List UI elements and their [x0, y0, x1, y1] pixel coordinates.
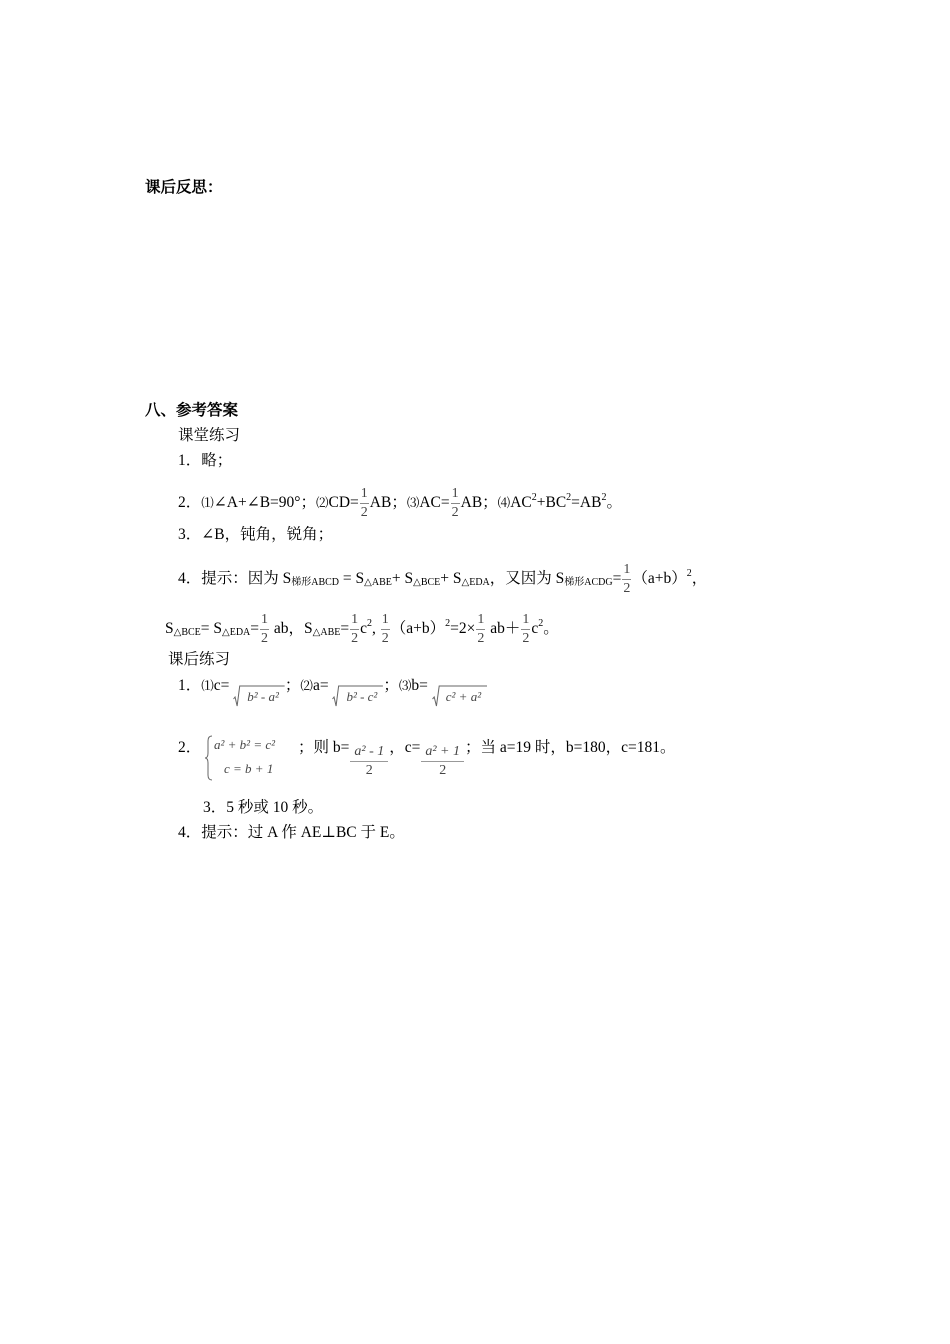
square-exponent: 2 [445, 618, 451, 630]
q4-text-f: = [612, 570, 622, 588]
square-exponent: 2 [686, 568, 692, 580]
reflection-title: 课后反思： [145, 179, 223, 196]
aq2-t3: ；当 a=19 时，b=180，c=181。 [465, 739, 676, 756]
half-fraction [622, 561, 631, 598]
class-q4 [178, 561, 707, 598]
fraction-denominator: 2 [351, 631, 359, 646]
q2-part2-marker: ⑵ [315, 496, 329, 511]
fraction-numerator: 1 [476, 611, 485, 630]
sqrt-radical [233, 684, 285, 708]
half-fraction [360, 485, 369, 522]
fraction-numerator: 1 [260, 611, 269, 630]
q4l2-t6: ab＋ [486, 620, 521, 638]
half-fraction [521, 611, 530, 648]
fraction-numerator: 1 [521, 611, 530, 630]
after-q2-rest [298, 738, 676, 780]
class-q3: 3．∠B，钝角，锐角； [178, 526, 334, 543]
fraction-numerator: a² - 1 [350, 743, 388, 762]
q4-sub-abe: △ABE [364, 577, 392, 589]
aq1-sep2: ； [383, 677, 399, 694]
q4-sub-eda: △EDA [461, 577, 490, 589]
equation-system [204, 735, 296, 781]
half-fraction [381, 611, 390, 648]
class-practice-label: 课堂练习 [178, 427, 241, 444]
q4-text-d: + S [440, 570, 462, 588]
q4l2-t3: , [372, 620, 376, 638]
q4-text-a: 4．提示：因为 S [178, 570, 292, 588]
system-equation-2: c = b + 1 [224, 761, 274, 776]
after-class-label: 课后练习 [168, 651, 231, 668]
class-q4-line2 [165, 611, 559, 648]
square-exponent: 2 [367, 618, 372, 630]
q2-part1-marker: ⑴ [201, 496, 214, 511]
radicand: c² + a² [445, 689, 482, 704]
q2-part4-marker: ⑷ [497, 496, 511, 511]
q2-part4-text-b: +BC [536, 494, 567, 512]
q4l2-t5: =2× [450, 620, 476, 638]
aq1-part1-marker: ⑴ [201, 679, 214, 693]
fraction-denominator: 2 [451, 505, 459, 520]
fraction-denominator: 2 [623, 581, 631, 596]
q4-sub-trapezoid-abcd: 梯形ABCD [291, 577, 340, 589]
fraction-numerator: a² + 1 [421, 743, 464, 762]
fraction-denominator: 2 [381, 631, 389, 646]
square-exponent: 2 [538, 618, 544, 630]
answers-heading: 八、参考答案 [145, 402, 239, 419]
q4l2-s: S [165, 620, 174, 638]
q2-num: 2． [178, 494, 202, 512]
q2-part3-marker: ⑶ [406, 496, 420, 511]
aq2-t1: ；则 b= [298, 739, 350, 756]
q4-text-g: （a+b） [632, 570, 687, 588]
q4-sub-bce: △BCE [413, 577, 441, 589]
sqrt-radical [332, 684, 383, 708]
aq1-part3-text: b= [411, 677, 428, 694]
fraction-numerator: 1 [451, 485, 460, 504]
aq1-num: 1． [178, 677, 202, 694]
q2-part1-text: ∠A+∠B=90°； [213, 494, 316, 512]
q4l2-eq3: = [340, 620, 350, 638]
square-exponent: 2 [601, 492, 607, 504]
radicand: b² - c² [346, 689, 378, 704]
aq1-part2-text: a= [312, 677, 329, 694]
q4l2-t2: c [360, 620, 367, 638]
q4l2-t4: （a+b） [390, 620, 446, 638]
q4-text-h: ， [691, 570, 708, 588]
q4-text-e: ，又因为 S [489, 570, 565, 588]
class-q1: 1．略； [178, 452, 233, 469]
q4-text-c: + S [391, 570, 414, 588]
system-equation-1: a² + b² = c² [214, 737, 276, 752]
q4-text-b: = S [339, 570, 365, 588]
q2-part2-text-a: CD= [328, 494, 359, 512]
fraction-denominator: 2 [439, 763, 447, 778]
b-fraction [350, 743, 388, 780]
after-q1 [178, 676, 487, 708]
left-brace-icon [204, 735, 214, 781]
after-q2-num: 2． [178, 739, 202, 756]
q4l2-end: 。 [543, 620, 559, 638]
fraction-denominator: 2 [477, 631, 485, 646]
q2-part2-text-b: AB； [369, 494, 407, 512]
aq1-part2-marker: ⑵ [300, 679, 313, 693]
q4l2-sub-eda: △EDA [222, 627, 251, 639]
q2-part4-text: AC [510, 494, 532, 512]
radicand: b² - a² [247, 689, 279, 704]
fraction-numerator: 1 [622, 561, 631, 580]
fraction-denominator: 2 [261, 631, 269, 646]
half-fraction [350, 611, 359, 648]
sqrt-radical [432, 684, 487, 708]
q4-sub-trapezoid-acdg: 梯形ACDG [564, 577, 613, 589]
q2-part3-text-b: AB； [460, 494, 498, 512]
q4l2-eq2: = [250, 620, 260, 638]
square-exponent: 2 [531, 492, 537, 504]
fraction-denominator: 2 [522, 631, 530, 646]
class-q2 [178, 485, 622, 522]
q2-part4-text-c: =AB [571, 494, 602, 512]
q4l2-sub-bce: △BCE [173, 627, 201, 639]
fraction-numerator: 1 [360, 485, 369, 504]
q4l2-t7: c [531, 620, 539, 638]
aq1-sep1: ； [284, 677, 301, 694]
aq1-part3-marker: ⑶ [398, 679, 412, 693]
aq2-t2: ，c= [389, 739, 421, 756]
fraction-denominator: 2 [360, 505, 368, 520]
fraction-numerator: 1 [350, 611, 359, 630]
half-fraction [260, 611, 269, 648]
half-fraction [476, 611, 485, 648]
half-fraction [451, 485, 460, 522]
fraction-numerator: 1 [381, 611, 390, 630]
aq1-part1-text: c= [213, 677, 230, 694]
q4l2-sub-abe: △ABE [312, 627, 341, 639]
q4l2-t1: ab，S [270, 620, 313, 638]
q4l2-eq1: = S [200, 620, 223, 638]
fraction-denominator: 2 [365, 763, 373, 778]
q2-part3-text-a: AC= [419, 494, 450, 512]
square-exponent: 2 [566, 492, 572, 504]
after-q4: 4．提示：过 A 作 AE⊥BC 于 E。 [178, 824, 405, 841]
after-q3: 3．5 秒或 10 秒。 [203, 799, 324, 816]
c-fraction [421, 743, 464, 780]
q2-end: 。 [606, 494, 622, 512]
